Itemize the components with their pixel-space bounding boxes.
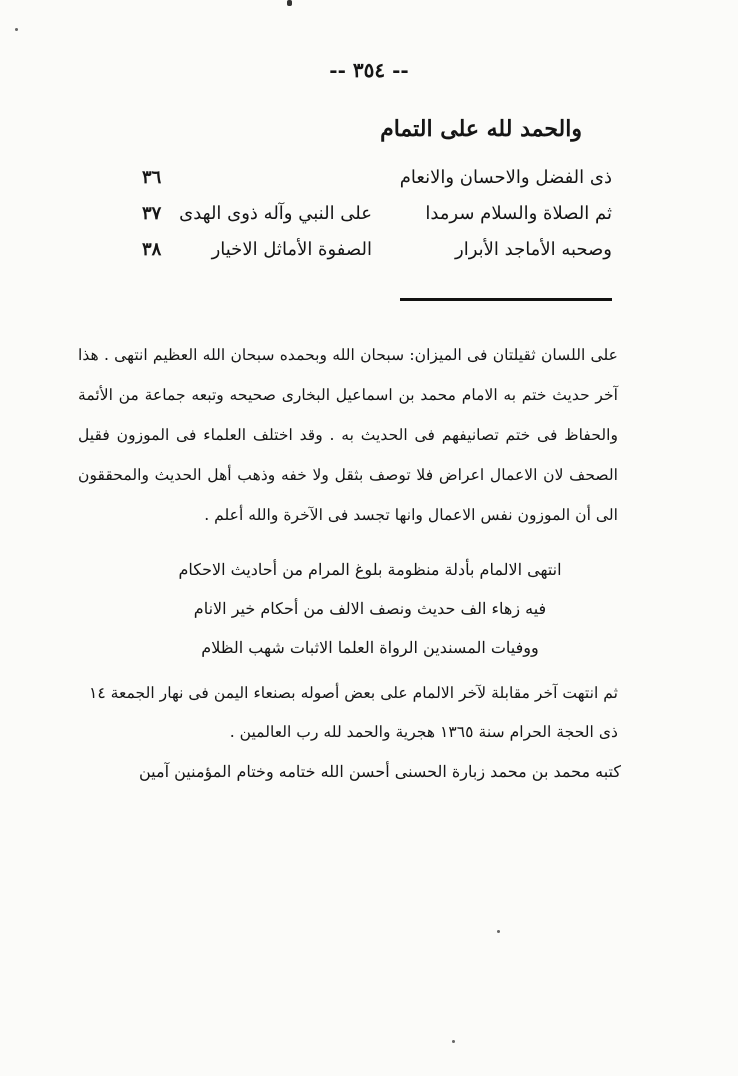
- verse-block: [142, 160, 612, 268]
- verse-first-hemistich: ثم الصلاة والسلام سرمدا: [425, 203, 612, 224]
- closing-text: ثم انتهت آخر مقابلة لآخر الالمام على بعض أصوله بصنعاء اليمن فى نهار الجمعة ١٤ ذى الحجة الحرام سنة ١٣٦٥ هجرية والحمد لله رب العالمين .: [88, 684, 618, 741]
- verse-number: ٣٨: [142, 239, 162, 260]
- verse-line: [142, 196, 612, 232]
- verse-first-hemistich: ذى الفضل والاحسان والانعام: [399, 167, 612, 188]
- verse-second-hemistich: الصفوة الأماثل الاخيار: [211, 239, 372, 260]
- page-number-header: -- ٣٥٤ --: [329, 58, 409, 82]
- verse-second-hemistich: على النبي وآله ذوى الهدى: [179, 203, 372, 224]
- verse-number: ٣٧: [142, 203, 162, 224]
- verse-first-hemistich: وصحبه الأماجد الأبرار: [455, 239, 612, 260]
- commentary-paragraph: [78, 335, 618, 535]
- speck: [497, 930, 500, 933]
- centered-line: ووفيات المسندين الرواة العلما الاثبات شهب الظلام: [201, 638, 539, 657]
- section-divider: [400, 298, 612, 301]
- colophon: كتبه محمد بن محمد زبارة الحسنى أحسن الله ختامه وختام المؤمنين آمين: [139, 762, 621, 781]
- speck: [15, 28, 18, 31]
- commentary-text: على اللسان ثقيلتان فى الميزان: سبحان الله وبحمده سبحان الله العظيم انتهى . هذا آخر حديث ختم به الامام محمد بن اسماعيل البخارى صحيحه وتبعه جماعة من الأئمة والحفاظ فى ختم تصانيفهم فى الحديث به . وقد اختلف العلماء فى الموزون فقيل الصحف لان الاعمال اعراض فلا توصف بثقل ولا خفه وذهب أهل الحديث والمحققون الى أن الموزون نفس الاعمال وانها تجسد فى الآخرة والله أعلم .: [78, 346, 618, 524]
- centered-line: فيه زهاء الف حديث ونصف الالف من أحكام خير الانام: [193, 599, 547, 618]
- poem-closing-title: والحمد لله على التمام: [380, 116, 582, 142]
- closing-paragraph: [78, 674, 618, 752]
- centered-line: انتهى الالمام بأدلة منظومة بلوغ المرام من أحاديث الاحكام: [178, 560, 562, 579]
- ink-mark: [287, 0, 292, 6]
- verse-line: [142, 160, 612, 196]
- verse-number: ٣٦: [142, 167, 162, 188]
- verse-line: [142, 232, 612, 268]
- speck: [452, 1040, 455, 1043]
- centered-verse-block: [80, 550, 660, 667]
